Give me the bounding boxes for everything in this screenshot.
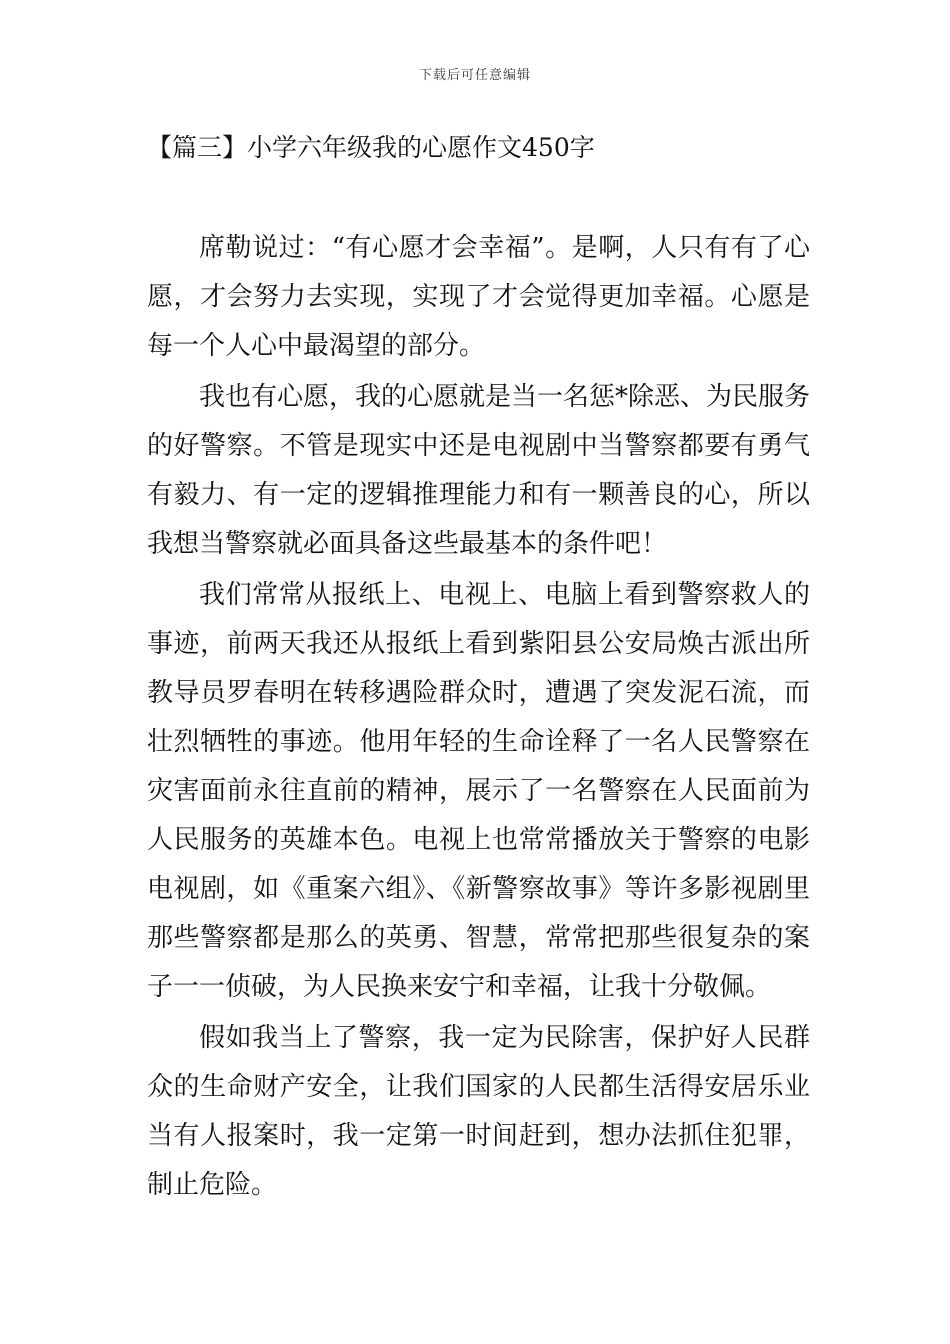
paragraph-2: 我也有心愿，我的心愿就是当一名惩*除恶、为民服务的好警察。不管是现实中还是电视剧中当警察都要有勇气有毅力、有一定的逻辑推理能力和有一颗善良的心，所以我想当警察就必面具备这些最基本的条件吧！ [147, 382, 811, 559]
paragraph-1: 席勒说过：“有心愿才会幸福”。是啊，人只有有了心愿，才会努力去实现，实现了才会觉得更加幸福。心愿是每一个人心中最渴望的部分。 [147, 233, 810, 361]
header-note: 下载后可任意编辑 [418, 68, 531, 83]
paragraph-4: 假如我当上了警察，我一定为民除害，保护好人民群众的生命财产安全，让我们国家的人民都生活得安居乐业当有人报案时，我一定第一时间赶到，想办法抓住犯罪，制止危险。 [147, 1023, 810, 1200]
paragraph-3: 我们常常从报纸上、电视上、电脑上看到警察救人的事迹，前两天我还从报纸上看到紫阳县公安局焕古派出所教导员罗春明在转移遇险群众时，遭遇了突发泥石流，而壮烈牺牲的事迹。他用年轻的生命诠释了一名人民警察在灾害面前永往直前的精神，展示了一名警察在人民面前为人民服务的英雄本色。电视上也常常播放关于警察的电影电视剧，如《重案六组》、《新警察故事》等许多影视剧里那些警察都是那么的英勇、智慧，常常把那些很复杂的案子一一侦破，为人民换来安宁和幸福，让我十分敬佩。 [147, 580, 810, 1002]
document-title: 【篇三】小学六年级我的心愿作文450字 [147, 133, 595, 162]
document-body [147, 224, 810, 1212]
